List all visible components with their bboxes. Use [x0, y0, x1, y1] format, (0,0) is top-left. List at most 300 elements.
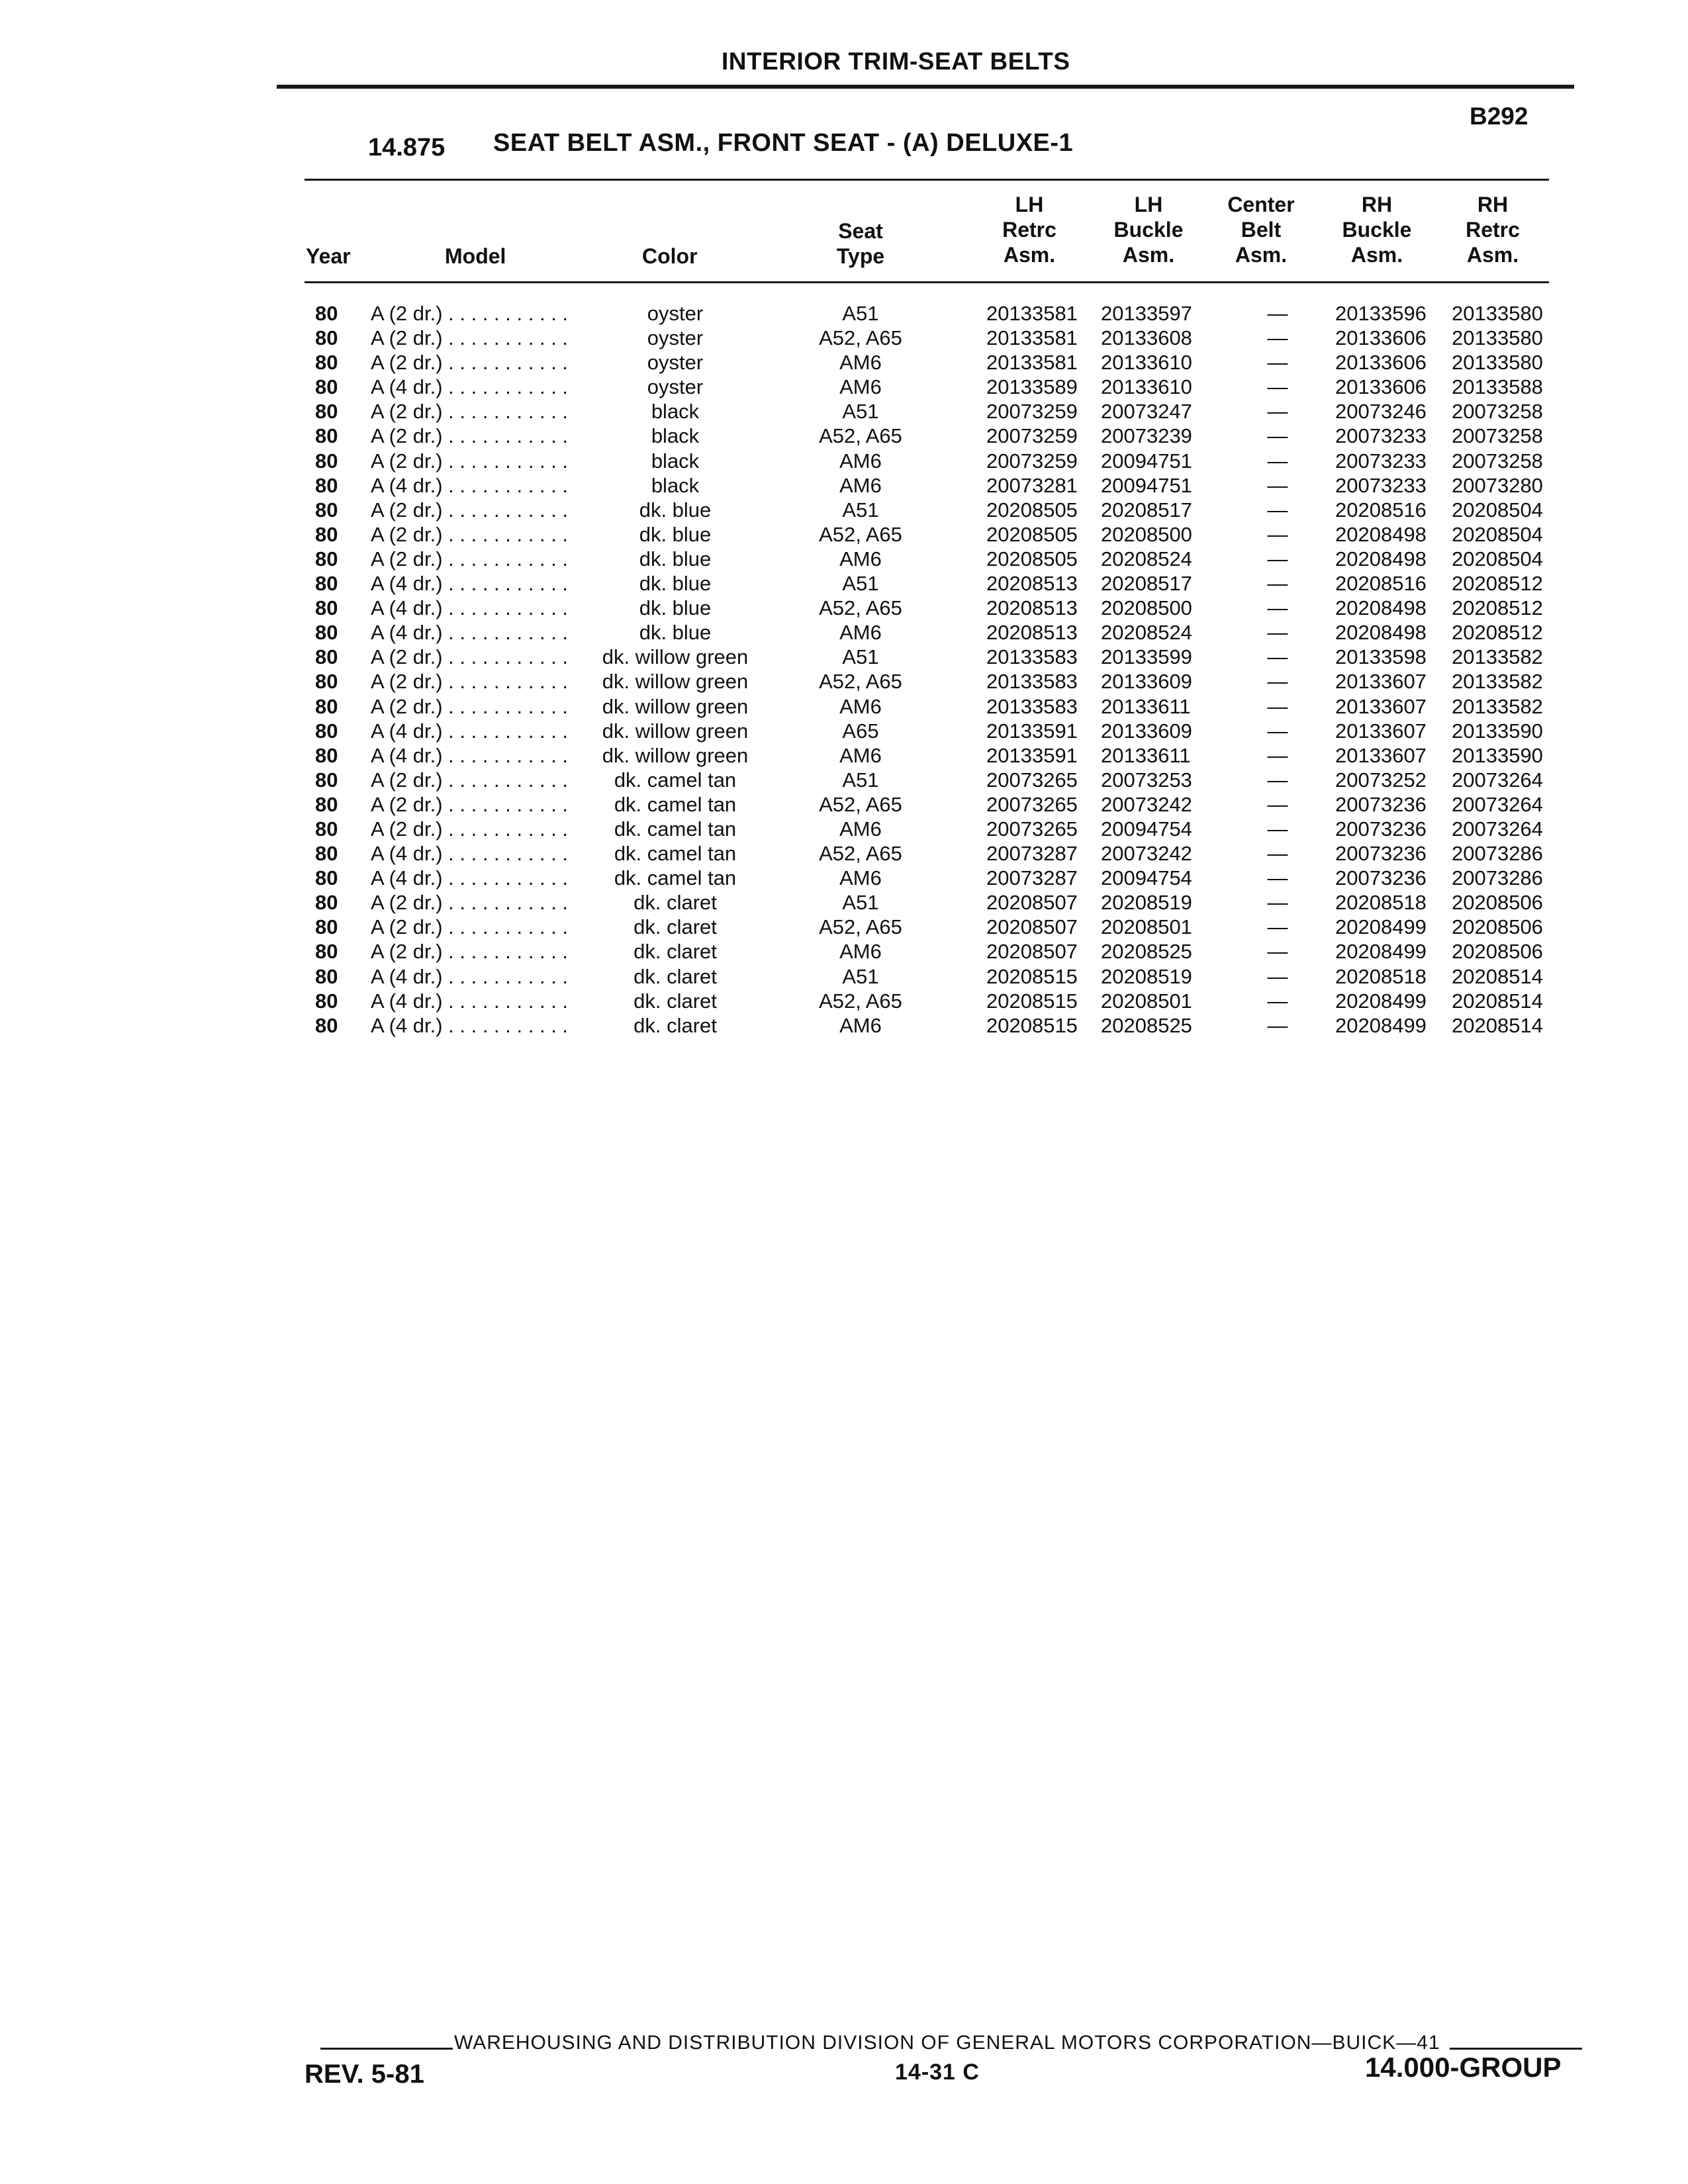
table-row: [0, 768, 1688, 792]
year-cell: 80: [315, 621, 338, 645]
item-number: 14.875: [368, 134, 445, 161]
year-cell: 80: [315, 792, 338, 816]
seat-type-cell: AM6: [839, 473, 882, 497]
rh-retrc-cell: 20133590: [1452, 743, 1543, 767]
seat-type-cell: AM6: [839, 743, 882, 767]
model-cell: A (2 dr.) . . . . . . . . . . .: [371, 302, 569, 325]
table-header-rule: [305, 281, 1549, 283]
lh-retrc-cell: 20073265: [986, 768, 1078, 792]
color-cell: dk. blue: [639, 621, 712, 645]
group-label: 14.000-GROUP: [1365, 2052, 1562, 2083]
color-cell: black: [651, 400, 700, 424]
seat-type-cell: AM6: [839, 694, 882, 718]
seat-type-cell: AM6: [839, 449, 882, 473]
footer-rule-right: [1450, 2048, 1582, 2050]
table-row: [0, 866, 1688, 890]
section-title: INTERIOR TRIM-SEAT BELTS: [722, 48, 1070, 75]
model-cell: A (4 dr.) . . . . . . . . . . .: [371, 743, 569, 767]
seat-type-cell: AM6: [839, 940, 882, 964]
table-row: [0, 473, 1688, 498]
rh-buckle-cell: 20133607: [1335, 743, 1427, 767]
lh-retrc-cell: 20073287: [986, 842, 1078, 866]
rh-buckle-cell: 20208518: [1335, 964, 1427, 988]
table-row: [0, 350, 1688, 375]
seat-type-cell: AM6: [839, 621, 882, 645]
seat-type-cell: A52, A65: [819, 915, 902, 939]
table-row: [0, 301, 1688, 326]
revision-label: REV. 5-81: [305, 2060, 424, 2089]
lh-retrc-cell: 20073265: [986, 792, 1078, 816]
center-belt-cell: —: [1267, 842, 1288, 866]
year-cell: 80: [315, 866, 338, 890]
rh-retrc-cell: 20208504: [1452, 498, 1543, 522]
rh-buckle-cell: 20133598: [1335, 645, 1427, 669]
rh-buckle-cell: 20073233: [1335, 449, 1427, 473]
center-belt-cell: —: [1267, 645, 1288, 669]
lh-retrc-cell: 20133583: [986, 694, 1078, 718]
rh-buckle-cell: 20208499: [1335, 915, 1427, 939]
color-cell: oyster: [647, 375, 704, 399]
seat-type-cell: A52, A65: [819, 989, 902, 1013]
seat-type-cell: A51: [842, 498, 879, 522]
center-belt-cell: —: [1267, 449, 1288, 473]
year-cell: 80: [315, 449, 338, 473]
model-cell: A (2 dr.) . . . . . . . . . . .: [371, 400, 569, 424]
year-cell: 80: [315, 302, 338, 325]
color-cell: dk. blue: [639, 596, 712, 620]
rh-buckle-cell: 20208498: [1335, 522, 1427, 546]
rh-retrc-cell: 20073264: [1452, 768, 1543, 792]
table-row: [0, 645, 1688, 669]
model-cell: A (4 dr.) . . . . . . . . . . .: [371, 1013, 569, 1037]
model-cell: A (4 dr.) . . . . . . . . . . .: [371, 473, 569, 497]
center-belt-cell: —: [1267, 326, 1288, 350]
year-cell: 80: [315, 326, 338, 350]
model-cell: A (2 dr.) . . . . . . . . . . .: [371, 940, 569, 964]
seat-type-cell: AM6: [839, 866, 882, 890]
color-cell: dk. blue: [639, 572, 712, 596]
color-cell: black: [651, 473, 700, 497]
seat-type-cell: A51: [842, 645, 879, 669]
center-belt-cell: —: [1267, 670, 1288, 694]
rh-buckle-cell: 20133606: [1335, 351, 1427, 375]
year-cell: 80: [315, 424, 338, 448]
rh-buckle-cell: 20208499: [1335, 940, 1427, 964]
rh-retrc-cell: 20133582: [1452, 645, 1543, 669]
seat-type-cell: A51: [842, 302, 879, 325]
lh-buckle-cell: 20208500: [1101, 522, 1192, 546]
seat-type-cell: A52, A65: [819, 596, 902, 620]
color-cell: dk. willow green: [602, 694, 749, 718]
rh-retrc-cell: 20073258: [1452, 424, 1543, 448]
lh-retrc-cell: 20073281: [986, 473, 1078, 497]
color-cell: dk. claret: [633, 989, 717, 1013]
model-cell: A (2 dr.) . . . . . . . . . . .: [371, 424, 569, 448]
model-cell: A (2 dr.) . . . . . . . . . . .: [371, 792, 569, 816]
model-cell: A (4 dr.) . . . . . . . . . . .: [371, 572, 569, 596]
lh-buckle-cell: 20094751: [1101, 449, 1192, 473]
seat-type-cell: A65: [842, 719, 879, 743]
lh-retrc-cell: 20208507: [986, 915, 1078, 939]
center-belt-cell: —: [1267, 768, 1288, 792]
lh-buckle-cell: 20094754: [1101, 866, 1192, 890]
center-belt-cell: —: [1267, 522, 1288, 546]
year-cell: 80: [315, 522, 338, 546]
lh-retrc-cell: 20073287: [986, 866, 1078, 890]
center-belt-cell: —: [1267, 940, 1288, 964]
table-row: [0, 375, 1688, 399]
center-belt-cell: —: [1267, 1013, 1288, 1037]
rh-buckle-cell: 20133607: [1335, 694, 1427, 718]
table-row: [0, 547, 1688, 571]
year-cell: 80: [315, 817, 338, 841]
lh-buckle-cell: 20094754: [1101, 817, 1192, 841]
color-cell: oyster: [647, 326, 704, 350]
year-cell: 80: [315, 596, 338, 620]
column-header-rh-buckle: RH Buckle Asm.: [1342, 193, 1412, 267]
year-cell: 80: [315, 891, 338, 915]
lh-retrc-cell: 20133589: [986, 375, 1078, 399]
table-row: [0, 571, 1688, 596]
color-cell: dk. claret: [633, 964, 717, 988]
rh-retrc-cell: 20208514: [1452, 964, 1543, 988]
rh-retrc-cell: 20073258: [1452, 400, 1543, 424]
lh-retrc-cell: 20133591: [986, 743, 1078, 767]
lh-buckle-cell: 20208524: [1101, 621, 1192, 645]
color-cell: dk. camel tan: [614, 768, 737, 792]
column-header-lh-retrc: LH Retrc Asm.: [1002, 193, 1056, 267]
lh-retrc-cell: 20073259: [986, 400, 1078, 424]
table-row: [0, 719, 1688, 743]
center-belt-cell: —: [1267, 621, 1288, 645]
rh-retrc-cell: 20133580: [1452, 302, 1543, 325]
rh-buckle-cell: 20073236: [1335, 842, 1427, 866]
column-header-rh-retrc: RH Retrc Asm.: [1466, 193, 1520, 267]
rh-buckle-cell: 20208516: [1335, 572, 1427, 596]
lh-retrc-cell: 20208507: [986, 891, 1078, 915]
year-cell: 80: [315, 1013, 338, 1037]
model-cell: A (4 dr.) . . . . . . . . . . .: [371, 621, 569, 645]
model-cell: A (4 dr.) . . . . . . . . . . .: [371, 989, 569, 1013]
table-row: [0, 694, 1688, 719]
table-row: [0, 939, 1688, 964]
rh-buckle-cell: 20208498: [1335, 547, 1427, 570]
table-row: [0, 743, 1688, 768]
lh-retrc-cell: 20073259: [986, 424, 1078, 448]
color-cell: dk. willow green: [602, 670, 749, 694]
rh-retrc-cell: 20208506: [1452, 940, 1543, 964]
color-cell: oyster: [647, 302, 704, 325]
model-cell: A (2 dr.) . . . . . . . . . . .: [371, 670, 569, 694]
year-cell: 80: [315, 670, 338, 694]
lh-retrc-cell: 20208513: [986, 596, 1078, 620]
column-header-model: Model: [445, 244, 506, 268]
rh-retrc-cell: 20208506: [1452, 915, 1543, 939]
center-belt-cell: —: [1267, 964, 1288, 988]
center-belt-cell: —: [1267, 424, 1288, 448]
lh-buckle-cell: 20094751: [1101, 473, 1192, 497]
seat-type-cell: A51: [842, 400, 879, 424]
center-belt-cell: —: [1267, 817, 1288, 841]
seat-type-cell: A52, A65: [819, 670, 902, 694]
model-cell: A (4 dr.) . . . . . . . . . . .: [371, 375, 569, 399]
seat-type-cell: A51: [842, 891, 879, 915]
year-cell: 80: [315, 547, 338, 570]
table-row: [0, 964, 1688, 989]
lh-retrc-cell: 20208513: [986, 621, 1078, 645]
rh-retrc-cell: 20073258: [1452, 449, 1543, 473]
year-cell: 80: [315, 694, 338, 718]
model-cell: A (2 dr.) . . . . . . . . . . .: [371, 498, 569, 522]
lh-retrc-cell: 20133591: [986, 719, 1078, 743]
page-reference: 14-31 C: [895, 2060, 980, 2085]
lh-buckle-cell: 20133608: [1101, 326, 1192, 350]
year-cell: 80: [315, 743, 338, 767]
model-cell: A (2 dr.) . . . . . . . . . . .: [371, 449, 569, 473]
rh-buckle-cell: 20133607: [1335, 670, 1427, 694]
seat-type-cell: A51: [842, 964, 879, 988]
lh-buckle-cell: 20073239: [1101, 424, 1192, 448]
footer-rule-left: [320, 2048, 453, 2050]
seat-type-cell: AM6: [839, 817, 882, 841]
table-row: [0, 522, 1688, 547]
center-belt-cell: —: [1267, 572, 1288, 596]
year-cell: 80: [315, 473, 338, 497]
rh-buckle-cell: 20208499: [1335, 1013, 1427, 1037]
seat-type-cell: A52, A65: [819, 522, 902, 546]
color-cell: dk. claret: [633, 1013, 717, 1037]
rh-buckle-cell: 20073236: [1335, 817, 1427, 841]
center-belt-cell: —: [1267, 400, 1288, 424]
model-cell: A (2 dr.) . . . . . . . . . . .: [371, 694, 569, 718]
seat-type-cell: A51: [842, 768, 879, 792]
year-cell: 80: [315, 989, 338, 1013]
model-cell: A (4 dr.) . . . . . . . . . . .: [371, 719, 569, 743]
rh-retrc-cell: 20208504: [1452, 547, 1543, 570]
lh-retrc-cell: 20208505: [986, 498, 1078, 522]
column-header-center-belt: Center Belt Asm.: [1227, 193, 1295, 267]
lh-retrc-cell: 20133583: [986, 645, 1078, 669]
seat-type-cell: AM6: [839, 1013, 882, 1037]
color-cell: dk. claret: [633, 940, 717, 964]
table-row: [0, 620, 1688, 645]
model-cell: A (4 dr.) . . . . . . . . . . .: [371, 596, 569, 620]
rh-buckle-cell: 20208518: [1335, 891, 1427, 915]
year-cell: 80: [315, 842, 338, 866]
year-cell: 80: [315, 645, 338, 669]
seat-type-cell: A52, A65: [819, 326, 902, 350]
rh-retrc-cell: 20133580: [1452, 326, 1543, 350]
column-header-seat-type: Seat Type: [836, 219, 885, 268]
rh-buckle-cell: 20073252: [1335, 768, 1427, 792]
year-cell: 80: [315, 915, 338, 939]
lh-buckle-cell: 20133609: [1101, 670, 1192, 694]
model-cell: A (4 dr.) . . . . . . . . . . .: [371, 964, 569, 988]
color-cell: black: [651, 449, 700, 473]
rh-retrc-cell: 20208512: [1452, 572, 1543, 596]
lh-buckle-cell: 20133597: [1101, 302, 1192, 325]
lh-buckle-cell: 20073247: [1101, 400, 1192, 424]
lh-retrc-cell: 20208505: [986, 522, 1078, 546]
lh-buckle-cell: 20133609: [1101, 719, 1192, 743]
year-cell: 80: [315, 498, 338, 522]
rh-retrc-cell: 20208514: [1452, 1013, 1543, 1037]
color-cell: dk. camel tan: [614, 817, 737, 841]
rh-buckle-cell: 20133596: [1335, 302, 1427, 325]
color-cell: dk. camel tan: [614, 866, 737, 890]
rh-buckle-cell: 20073236: [1335, 792, 1427, 816]
center-belt-cell: —: [1267, 351, 1288, 375]
seat-type-cell: AM6: [839, 375, 882, 399]
table-row: [0, 596, 1688, 620]
model-cell: A (4 dr.) . . . . . . . . . . .: [371, 842, 569, 866]
center-belt-cell: —: [1267, 498, 1288, 522]
rh-buckle-cell: 20073246: [1335, 400, 1427, 424]
lh-retrc-cell: 20208505: [986, 547, 1078, 570]
color-cell: dk. claret: [633, 891, 717, 915]
seat-type-cell: A52, A65: [819, 424, 902, 448]
lh-retrc-cell: 20133581: [986, 351, 1078, 375]
lh-buckle-cell: 20208519: [1101, 964, 1192, 988]
center-belt-cell: —: [1267, 596, 1288, 620]
year-cell: 80: [315, 964, 338, 988]
year-cell: 80: [315, 375, 338, 399]
table-row: [0, 669, 1688, 694]
lh-retrc-cell: 20133583: [986, 670, 1078, 694]
rh-retrc-cell: 20208504: [1452, 522, 1543, 546]
color-cell: black: [651, 424, 700, 448]
lh-buckle-cell: 20208525: [1101, 1013, 1192, 1037]
table-row: [0, 989, 1688, 1013]
lh-buckle-cell: 20208500: [1101, 596, 1192, 620]
lh-retrc-cell: 20073259: [986, 449, 1078, 473]
lh-buckle-cell: 20073242: [1101, 792, 1192, 816]
rh-buckle-cell: 20133606: [1335, 375, 1427, 399]
year-cell: 80: [315, 400, 338, 424]
model-cell: A (2 dr.) . . . . . . . . . . .: [371, 326, 569, 350]
color-cell: dk. blue: [639, 547, 712, 570]
year-cell: 80: [315, 719, 338, 743]
center-belt-cell: —: [1267, 989, 1288, 1013]
table-row: [0, 326, 1688, 350]
center-belt-cell: —: [1267, 792, 1288, 816]
model-cell: A (2 dr.) . . . . . . . . . . .: [371, 645, 569, 669]
rh-buckle-cell: 20133606: [1335, 326, 1427, 350]
lh-buckle-cell: 20208501: [1101, 989, 1192, 1013]
color-cell: dk. camel tan: [614, 792, 737, 816]
center-belt-cell: —: [1267, 547, 1288, 570]
lh-buckle-cell: 20133599: [1101, 645, 1192, 669]
rh-retrc-cell: 20208512: [1452, 596, 1543, 620]
model-cell: A (2 dr.) . . . . . . . . . . .: [371, 915, 569, 939]
lh-retrc-cell: 20133581: [986, 302, 1078, 325]
rh-retrc-cell: 20073264: [1452, 817, 1543, 841]
rh-retrc-cell: 20133588: [1452, 375, 1543, 399]
color-cell: oyster: [647, 351, 704, 375]
rh-buckle-cell: 20208498: [1335, 596, 1427, 620]
lh-buckle-cell: 20133611: [1101, 743, 1191, 767]
color-cell: dk. camel tan: [614, 842, 737, 866]
seat-type-cell: A51: [842, 572, 879, 596]
lh-buckle-cell: 20133611: [1101, 694, 1191, 718]
rh-retrc-cell: 20208506: [1452, 891, 1543, 915]
rh-retrc-cell: 20073286: [1452, 842, 1543, 866]
table-row: [0, 399, 1688, 424]
seat-type-cell: A52, A65: [819, 842, 902, 866]
rh-buckle-cell: 20073233: [1335, 473, 1427, 497]
rh-retrc-cell: 20208512: [1452, 621, 1543, 645]
color-cell: dk. claret: [633, 915, 717, 939]
table-row: [0, 890, 1688, 915]
rh-buckle-cell: 20208499: [1335, 989, 1427, 1013]
year-cell: 80: [315, 940, 338, 964]
center-belt-cell: —: [1267, 375, 1288, 399]
rh-retrc-cell: 20133580: [1452, 351, 1543, 375]
lh-retrc-cell: 20208515: [986, 989, 1078, 1013]
rh-buckle-cell: 20133607: [1335, 719, 1427, 743]
rh-retrc-cell: 20133582: [1452, 694, 1543, 718]
header-rule: [277, 85, 1574, 89]
table-row: [0, 498, 1688, 522]
lh-retrc-cell: 20208515: [986, 1013, 1078, 1037]
lh-buckle-cell: 20073253: [1101, 768, 1192, 792]
table-row: [0, 915, 1688, 939]
rh-buckle-cell: 20208516: [1335, 498, 1427, 522]
year-cell: 80: [315, 572, 338, 596]
catalog-code: B292: [1470, 103, 1528, 130]
distribution-line: WAREHOUSING AND DISTRIBUTION DIVISION OF GENERAL MOTORS CORPORATION—BUICK—41: [454, 2032, 1440, 2054]
lh-buckle-cell: 20208525: [1101, 940, 1192, 964]
seat-type-cell: AM6: [839, 547, 882, 570]
column-header-lh-buckle: LH Buckle Asm.: [1113, 193, 1184, 267]
table-row: [0, 841, 1688, 866]
model-cell: A (2 dr.) . . . . . . . . . . .: [371, 891, 569, 915]
model-cell: A (2 dr.) . . . . . . . . . . .: [371, 817, 569, 841]
table-row: [0, 792, 1688, 817]
color-cell: dk. willow green: [602, 645, 749, 669]
item-title: SEAT BELT ASM., FRONT SEAT - (A) DELUXE-1: [493, 129, 1074, 157]
model-cell: A (2 dr.) . . . . . . . . . . .: [371, 547, 569, 570]
lh-retrc-cell: 20208515: [986, 964, 1078, 988]
lh-buckle-cell: 20208501: [1101, 915, 1192, 939]
rh-retrc-cell: 20073286: [1452, 866, 1543, 890]
rh-retrc-cell: 20073264: [1452, 792, 1543, 816]
color-cell: dk. willow green: [602, 743, 749, 767]
lh-retrc-cell: 20208507: [986, 940, 1078, 964]
center-belt-cell: —: [1267, 694, 1288, 718]
lh-retrc-cell: 20073265: [986, 817, 1078, 841]
lh-retrc-cell: 20133581: [986, 326, 1078, 350]
column-header-color: Color: [642, 244, 698, 268]
color-cell: dk. blue: [639, 498, 712, 522]
table-row: [0, 424, 1688, 448]
rh-buckle-cell: 20073233: [1335, 424, 1427, 448]
seat-type-cell: AM6: [839, 351, 882, 375]
center-belt-cell: —: [1267, 891, 1288, 915]
column-header-year: Year: [306, 244, 351, 268]
center-belt-cell: —: [1267, 302, 1288, 325]
center-belt-cell: —: [1267, 719, 1288, 743]
center-belt-cell: —: [1267, 743, 1288, 767]
rh-retrc-cell: 20133590: [1452, 719, 1543, 743]
year-cell: 80: [315, 351, 338, 375]
model-cell: A (2 dr.) . . . . . . . . . . .: [371, 768, 569, 792]
lh-buckle-cell: 20208517: [1101, 572, 1192, 596]
lh-buckle-cell: 20208524: [1101, 547, 1192, 570]
seat-type-cell: A52, A65: [819, 792, 902, 816]
rh-retrc-cell: 20073280: [1452, 473, 1543, 497]
table-row: [0, 817, 1688, 841]
